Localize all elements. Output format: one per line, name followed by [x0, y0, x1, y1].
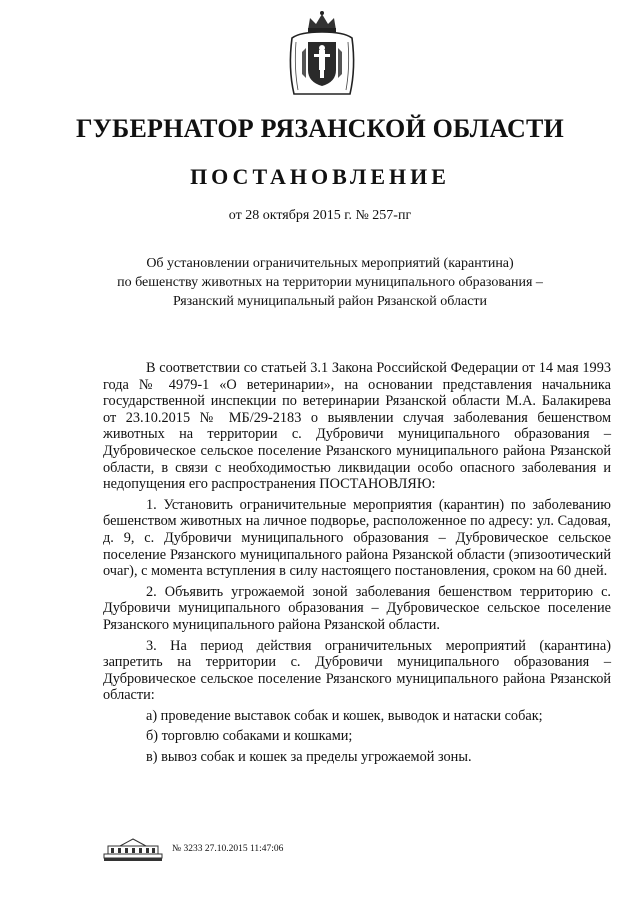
registration-stamp-text: № 3233 27.10.2015 11:47:06 [172, 844, 284, 854]
building-logo-icon [102, 836, 164, 862]
item-1-paragraph: 1. Установить ограничительные мероприятия (карантин) по заболеванию бешенством животных на личное подворье, расположенное по адресу: ул. Садовая, д. 9, с. Дубровичи муниципального образования – Дубровическое сельское поселение Рязанского муниципального района Рязанской области (эпизоотический очаг), с момента вступления в силу настоящего постановления, сроком на 60 дней. [103, 496, 611, 580]
document-type: ПОСТАНОВЛЕНИЕ [190, 164, 450, 189]
sub-item-b: б) торговлю собаками и кошками; [146, 728, 353, 745]
item-3-paragraph: 3. На период действия ограничительных мероприятий (карантина) запретить на территории с. Дубровичи муниципального образования – Дубровическое сельское поселение Рязанского муниципального района Рязанской области: [103, 637, 611, 704]
document-date-number: от 28 октября 2015 г. № 257-пг [228, 208, 412, 223]
preamble-paragraph: В соответствии со статьей 3.1 Закона Российской Федерации от 14 мая 1993 года № 4979-1 «О ветеринарии», на основании представления начальника государственной инспекции по ветеринарии Рязанской области М.А. Балакирева от 23.10.2015 № МБ/29-2183 о выявлении случая заболевания бешенством животных на территории с. Дубровичи муниципального образования – Дубровическое сельское поселение Рязанского муниципального района Рязанской области, в связи с необходимостью ликвидации особо опасного заболевания и недопущения его распространения ПОСТАНОВЛЯЮ: [103, 360, 611, 493]
coat-of-arms-icon [284, 8, 360, 100]
sub-item-c: в) вывоз собак и кошек за пределы угрожаемой зоны. [146, 749, 472, 766]
document-subject [100, 254, 560, 311]
org-title: ГУБЕРНАТОР РЯЗАНСКОЙ ОБЛАСТИ [76, 114, 564, 143]
subject-line: Об установлении ограничительных мероприятий (карантина) [146, 256, 514, 271]
item-2-paragraph: 2. Объявить угрожаемой зоной заболевания бешенством территорию с. Дубровичи муниципального образования – Дубровическое сельское поселение Рязанского муниципального района Рязанской области. [103, 583, 611, 633]
registration-footer [102, 836, 402, 862]
sub-item-a: а) проведение выставок собак и кошек, выводок и натаски собак; [146, 707, 543, 724]
subject-line: Рязанский муниципальный район Рязанской области [172, 294, 488, 309]
document-body [103, 360, 611, 770]
subject-line: по бешенству животных на территории муниципального образования – [117, 275, 543, 290]
